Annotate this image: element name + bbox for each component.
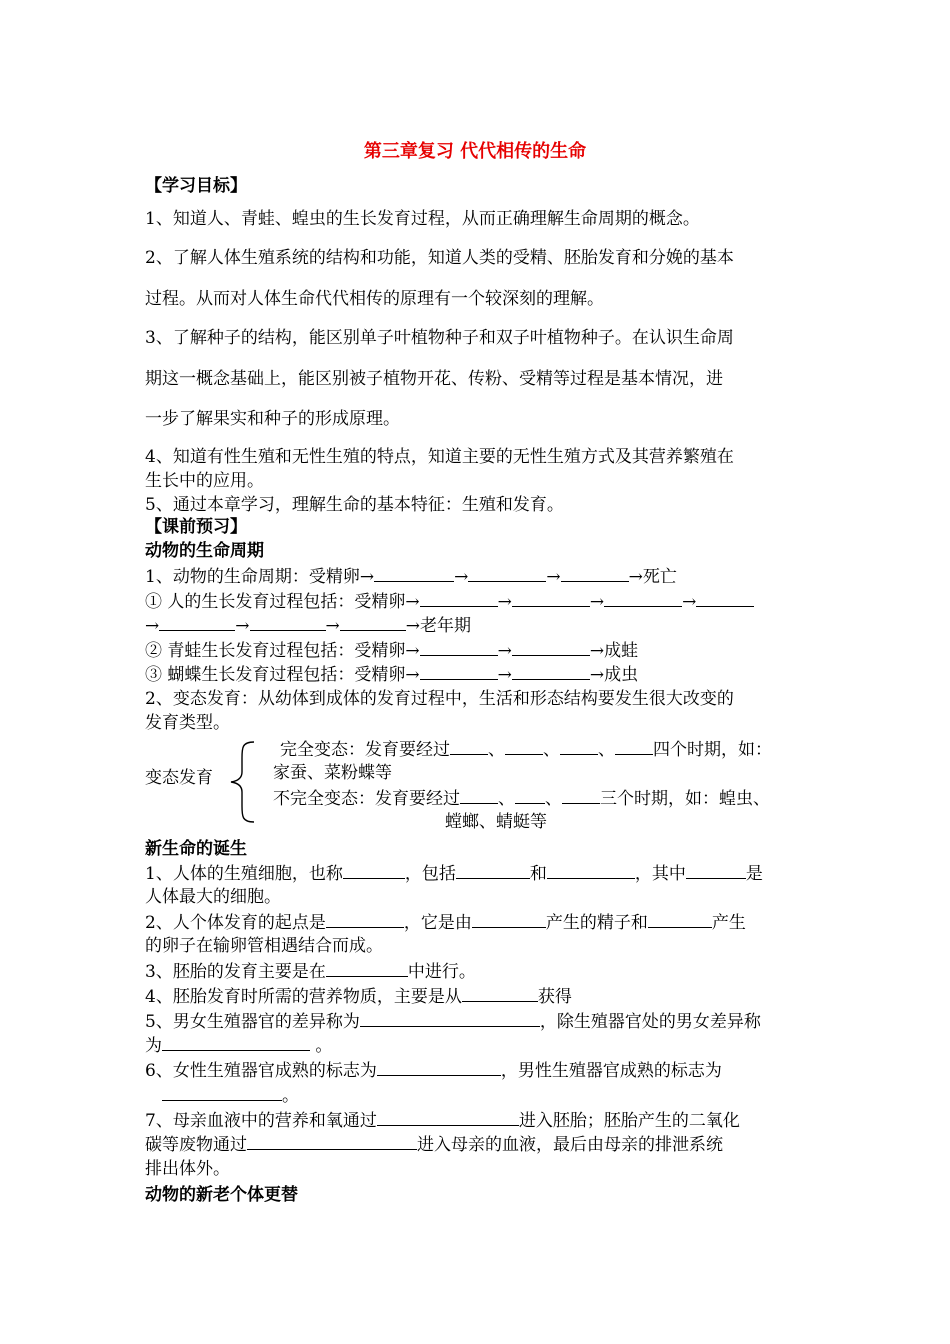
objectives-heading: 【学习目标】 (145, 176, 247, 196)
page-title: 第三章复习 代代相传的生命 (363, 141, 587, 162)
complete-metamorphosis: 完全变态：发育要经过 、 、 、 四个时期，如： (280, 737, 772, 762)
q-maturity-markers-line-2: 。 (162, 1083, 299, 1108)
q-human-development-line-2: → → → →老年期 (145, 613, 471, 638)
q-reproductive-cells-line-2: 人体最大的细胞。 (145, 887, 281, 907)
answer-blank[interactable] (561, 564, 629, 582)
q-frog-development: ② 青蛙生长发育过程包括：受精卵→ → →成蛙 (145, 638, 638, 663)
objective-2-line-2: 过程。从而对人体生命代代相传的原理有一个较深刻的理解。 (145, 289, 604, 309)
answer-blank[interactable] (159, 613, 235, 631)
answer-blank[interactable] (247, 1132, 417, 1150)
q-reproductive-cells-line-1: 1、人体的生殖细胞，也称 ，包括 和 ，其中 是 (145, 861, 763, 886)
objective-2-line-1: 2、了解人体生殖系统的结构和功能，知道人类的受精、胚胎发育和分娩的基本 (145, 248, 734, 268)
answer-blank[interactable] (512, 662, 590, 680)
objective-3-line-1: 3、了解种子的结构，能区别单子叶植物种子和双子叶植物种子。在认识生命周 (145, 328, 734, 348)
q-maturity-markers-line-1: 6、女性生殖器官成熟的标志为 ，男性生殖器官成熟的标志为 (145, 1058, 722, 1083)
answer-blank[interactable] (420, 589, 498, 607)
incomplete-metamorphosis: 不完全变态：发育要经过 、 、 三个时期，如：蝗虫、 (273, 786, 770, 811)
objective-4-line-2: 生长中的应用。 (145, 471, 264, 491)
answer-blank[interactable] (648, 910, 712, 928)
answer-blank[interactable] (615, 737, 653, 755)
q-placenta-exchange-line-1: 7、母亲血液中的营养和氧通过 进入胚胎；胚胎产生的二氧化 (145, 1108, 740, 1133)
preview-heading: 【课前预习】 (145, 517, 247, 537)
q-human-development-line-1: ① 人的生长发育过程包括：受精卵→ → → → (145, 589, 754, 614)
answer-blank[interactable] (460, 786, 498, 804)
q-embryo-location: 3、胚胎的发育主要是在 中进行。 (145, 959, 476, 984)
answer-blank[interactable] (562, 786, 600, 804)
curly-brace-icon (228, 740, 258, 824)
q-development-start-line-2: 的卵子在输卵管相遇结合而成。 (145, 936, 383, 956)
answer-blank[interactable] (326, 959, 408, 977)
answer-blank[interactable] (377, 1108, 519, 1126)
brace-label: 变态发育 (145, 768, 213, 788)
objective-3-line-3: 一步了解果实和种子的形成原理。 (145, 409, 400, 429)
answer-blank[interactable] (468, 564, 546, 582)
q-placenta-exchange-line-2: 碳等废物通过 进入母亲的血液，最后由母亲的排泄系统 (145, 1132, 723, 1157)
section-animal-lifecycle-heading: 动物的生命周期 (145, 541, 264, 561)
section-individual-turnover-heading: 动物的新老个体更替 (145, 1185, 298, 1205)
answer-blank[interactable] (374, 564, 454, 582)
answer-blank[interactable] (686, 861, 746, 879)
objective-4-line-1: 4、知道有性生殖和无性生殖的特点，知道主要的无性生殖方式及其营养繁殖在 (145, 447, 734, 467)
q-metamorphosis-line-2: 发育类型。 (145, 713, 230, 733)
answer-blank[interactable] (462, 984, 538, 1002)
answer-blank[interactable] (505, 737, 543, 755)
section-new-life-heading: 新生命的诞生 (145, 839, 247, 859)
objective-3-line-2: 期这一概念基础上，能区别被子植物开花、传粉、受精等过程是基本情况，进 (145, 369, 723, 389)
answer-blank[interactable] (420, 638, 498, 656)
objective-5: 5、通过本章学习，理解生命的基本特征：生殖和发育。 (145, 495, 564, 515)
incomplete-metamorphosis-examples: 螳螂、蜻蜓等 (445, 812, 547, 832)
answer-blank[interactable] (420, 662, 498, 680)
q-placenta-exchange-line-3: 排出体外。 (145, 1159, 230, 1179)
answer-blank[interactable] (512, 589, 590, 607)
answer-blank[interactable] (162, 1083, 282, 1101)
answer-blank[interactable] (377, 1058, 501, 1076)
answer-blank[interactable] (560, 737, 598, 755)
q-butterfly-development: ③ 蝴蝶生长发育过程包括：受精卵→ → →成虫 (145, 662, 638, 687)
answer-blank[interactable] (515, 786, 545, 804)
q-sex-characteristics-line-2: 为 。 (145, 1033, 332, 1058)
answer-blank[interactable] (604, 589, 682, 607)
answer-blank[interactable] (343, 861, 405, 879)
answer-blank[interactable] (360, 1009, 540, 1027)
objective-1: 1、知道人、青蛙、蝗虫的生长发育过程，从而正确理解生命周期的概念。 (145, 209, 700, 229)
answer-blank[interactable] (250, 613, 326, 631)
answer-blank[interactable] (547, 861, 635, 879)
answer-blank[interactable] (326, 910, 404, 928)
answer-blank[interactable] (162, 1033, 310, 1051)
answer-blank[interactable] (456, 861, 530, 879)
q-sex-characteristics-line-1: 5、男女生殖器官的差异称为 ，除生殖器官处的男女差异称 (145, 1009, 761, 1034)
q-development-start-line-1: 2、人个体发育的起点是 ，它是由 产生的精子和 产生 (145, 910, 746, 935)
answer-blank[interactable] (472, 910, 546, 928)
answer-blank[interactable] (450, 737, 488, 755)
q-animal-lifecycle: 1、动物的生命周期：受精卵→ → → →死亡 (145, 564, 677, 589)
q-embryo-nutrition: 4、胚胎发育时所需的营养物质，主要是从 获得 (145, 984, 572, 1009)
answer-blank[interactable] (696, 589, 754, 607)
answer-blank[interactable] (512, 638, 590, 656)
q-metamorphosis-line-1: 2、变态发育：从幼体到成体的发育过程中，生活和形态结构要发生很大改变的 (145, 689, 734, 709)
answer-blank[interactable] (340, 613, 406, 631)
complete-metamorphosis-examples: 家蚕、菜粉蝶等 (273, 763, 392, 783)
